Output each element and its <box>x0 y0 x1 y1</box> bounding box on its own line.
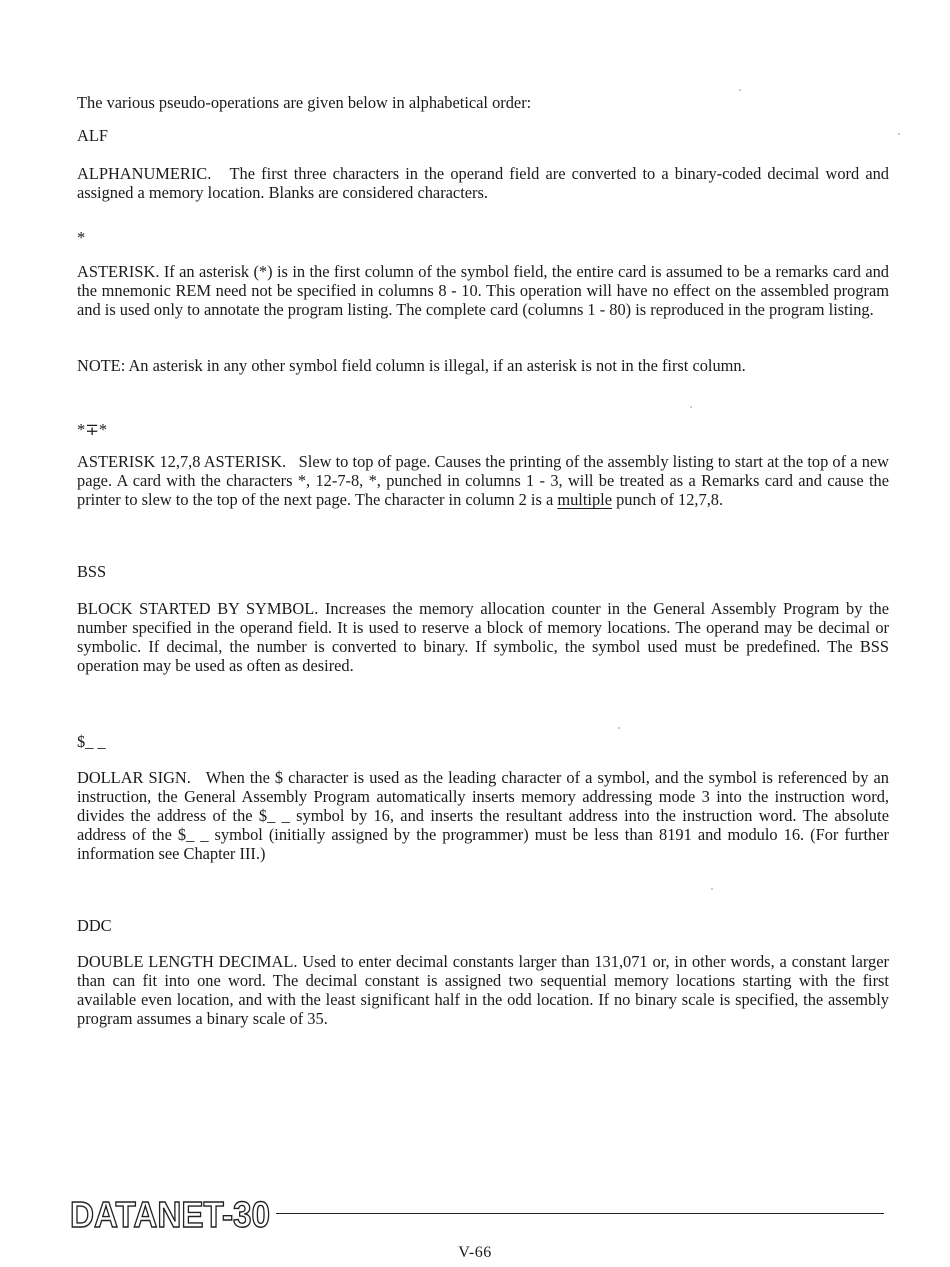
paragraph-asterisk-1278 <box>77 452 889 509</box>
paragraph-bss <box>77 599 889 675</box>
entry-text-asterisk-1278-after: punch of 12,7,8. <box>616 490 724 509</box>
footer-rule <box>276 1213 884 1214</box>
entry-title-alf: ALPHANUMERIC. <box>77 164 212 183</box>
underlined-word: multiple <box>557 490 612 509</box>
paragraph-ddc <box>77 952 889 1028</box>
note-asterisk: NOTE: An asterisk in any other symbol field column is illegal, if an asterisk is not in the first column. <box>77 356 746 375</box>
entry-title-asterisk-1278: ASTERISK 12,7,8 ASTERISK. <box>77 452 287 471</box>
entry-text-dollar: When the $ character is used as the leading character of a symbol, and the symbol is referenced by an instruction, the General Assembly Program automatically inserts memory addressing mode 3 into the instruction word, divides the address of the $_ _ symbol by 16, and inserts the resultant address into the instruction word. The absolute address of the $_ _ symbol (initially assigned by the programmer) must be less than 8191 and modulo 16. (For further information see Chapter III.) <box>77 768 889 863</box>
intro-text: The various pseudo-operations are given below in alphabetical order: <box>77 93 532 112</box>
paragraph-alf <box>77 164 889 202</box>
paragraph-dollar <box>77 768 889 863</box>
entry-text-alf: The first three characters in the operand field are converted to a binary-coded decimal word and assigned a memory location. Blanks are considered characters. <box>77 164 889 202</box>
entry-text-ddc: Used to enter decimal constants larger than 131,071 or, in other words, a constant larger than can fit into one word. The decimal constant is assigned two sequential memory locations starting with the first available even location, and with the least significant half in the odd location. If no binary scale is specified, the assembly program assumes a binary scale of 35. <box>77 952 889 1028</box>
mnemonic-asterisk: * <box>77 228 86 247</box>
mnemonic-bss: BSS <box>77 562 107 581</box>
mnemonic-asterisk-1278: *∓* <box>77 420 108 439</box>
mnemonic-alf: ALF <box>77 126 108 145</box>
svg-text:DATANET-30: DATANET-30 <box>70 1196 270 1232</box>
entry-title-ddc: DOUBLE LENGTH DECIMAL. <box>77 952 298 971</box>
entry-text-asterisk: If an asterisk (*) is in the first column of the symbol field, the entire card is assumed to be a remarks card and the mnemonic REM need not be specified in columns 8 - 10. This operation will have no effect on the assembled program and is used only to annotate the program listing. The complete card (columns 1 - 80) is reproduced in the program listing. <box>77 262 889 319</box>
entry-title-asterisk: ASTERISK. <box>77 262 160 281</box>
entry-text-bss: Increases the memory allocation counter in the General Assembly Program by the number specified in the operand field. It is used to reserve a block of memory locations. The operand may be decimal or symbolic. If decimal, the number is converted to binary. If symbolic, the symbol used must be predefined. The BSS operation may be used as often as desired. <box>77 599 889 675</box>
datanet-30-logo <box>68 1196 274 1232</box>
entry-text-asterisk-1278-before: Slew to top of page. Causes the printing of the assembly listing to start at the top of a new page. A card with the characters *, 12-7-8, *, punched in columns 1 - 3, will be treated as a Remarks card and cause the printer to slew to the top of the next page. The character in column 2 is a <box>77 452 890 509</box>
mnemonic-ddc: DDC <box>77 916 112 935</box>
paragraph-asterisk <box>77 262 889 319</box>
scan-speck <box>898 133 900 135</box>
entry-title-dollar: DOLLAR SIGN. <box>77 768 191 787</box>
entry-title-bss: BLOCK STARTED BY SYMBOL. <box>77 599 319 618</box>
scan-speck <box>711 888 713 890</box>
page-number: V-66 <box>458 1244 492 1261</box>
scan-speck <box>618 727 620 729</box>
scan-speck <box>690 406 692 408</box>
mnemonic-dollar: $_ _ <box>77 732 106 751</box>
scan-speck <box>739 89 741 91</box>
